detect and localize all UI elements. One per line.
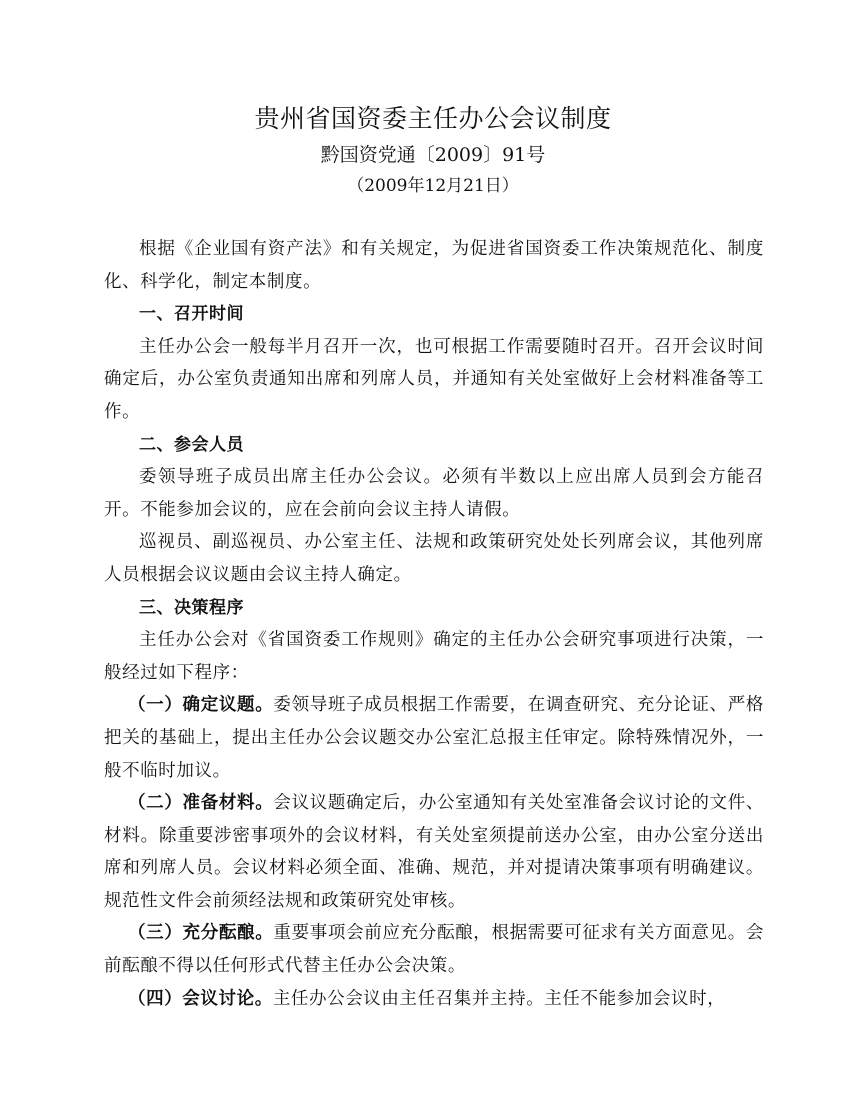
procedure-step-1	[104, 689, 764, 787]
section-heading-attendees: 二、参会人员	[139, 434, 244, 455]
step-1-label: （一）确定议题。	[128, 695, 274, 716]
intro-paragraph: 根据《企业国有资产法》和有关规定，为促进省国资委工作决策规范化、制度化、科学化，制定本制度。	[104, 239, 764, 292]
section-heading-decision-procedure: 三、决策程序	[139, 597, 244, 618]
document-number: 黔国资党通〔2009〕91号	[320, 144, 546, 166]
step-1-text: 委领导班子成员根据工作需要，在调查研究、充分论证、严格把关的基础上，提出主任办公会议题交办公室汇总报主任审定。除特殊情况外，一般不临时加议。	[104, 695, 764, 781]
step-3-text: 重要事项会前应充分酝酿，根据需要可征求有关方面意见。会前酝酿不得以任何形式代替主任办公会决策。	[104, 923, 764, 977]
attendees-paragraph-1: 委领导班子成员出席主任办公会议。必须有半数以上应出席人员到会方能召开。不能参加会议的，应在会前向会议主持人请假。	[104, 467, 764, 520]
section-heading-meeting-time: 一、召开时间	[139, 304, 244, 325]
meeting-time-paragraph: 主任办公会一般每半月召开一次，也可根据工作需要随时召开。召开会议时间确定后，办公室负责通知出席和列席人员，并通知有关处室做好上会材料准备等工作。	[104, 336, 764, 422]
procedure-step-4	[104, 983, 764, 1016]
step-2-label: （二）准备材料。	[128, 793, 274, 814]
document-title: 贵州省国资委主任办公会议制度	[254, 104, 612, 133]
procedure-step-3	[104, 917, 764, 982]
step-4-label: （四）会议讨论。	[128, 988, 273, 1009]
attendees-paragraph-2: 巡视员、副巡视员、办公室主任、法规和政策研究处处长列席会议，其他列席人员根据会议议题由会议主持人确定。	[104, 532, 764, 585]
procedure-step-2	[104, 787, 764, 917]
step-3-label: （三）充分酝酿。	[128, 923, 274, 944]
procedure-intro-paragraph: 主任办公会对《省国资委工作规则》确定的主任办公会研究事项进行决策，一般经过如下程序：	[104, 630, 764, 683]
step-4-text: 主任办公会议由主任召集并主持。主任不能参加会议时，	[272, 988, 726, 1009]
document-body	[104, 233, 764, 1015]
step-2-text: 会议议题确定后，办公室通知有关处室准备会议讨论的文件、材料。除重要涉密事项外的会议材料，有关处室须提前送办公室，由办公室分送出席和列席人员。会议材料必须全面、准确、规范，并对提请决策事项有明确建议。规范性文件会前须经法规和政策研究处审核。	[104, 793, 764, 911]
document-date: （2009年12月21日）	[347, 176, 519, 196]
